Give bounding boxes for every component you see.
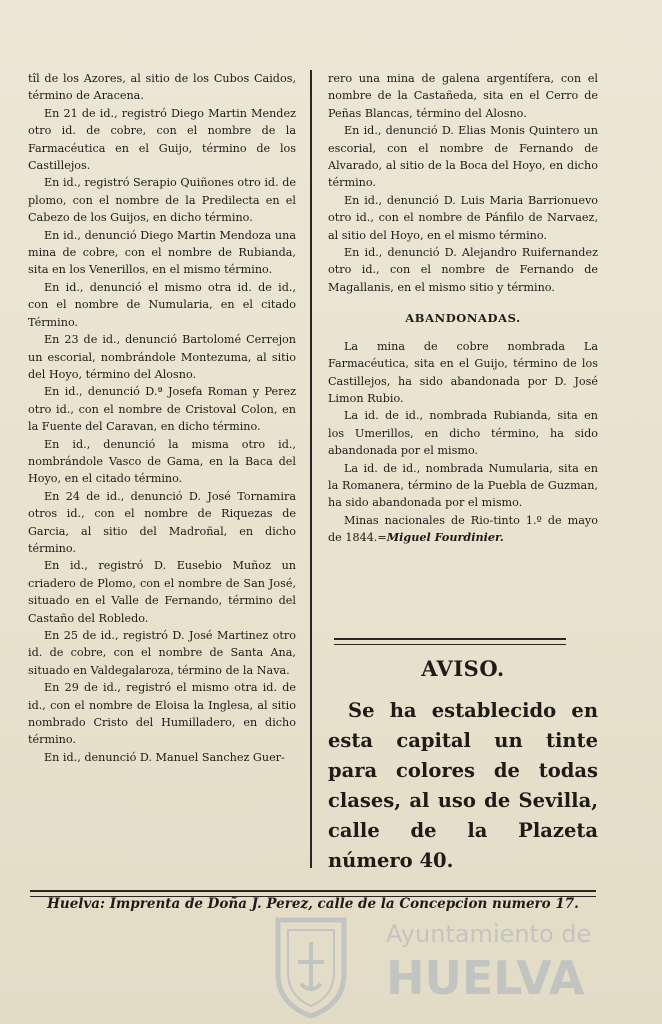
left-column-paragraph: En 24 de id., denunció D. José Tornamira otros id., con el nombre de Riquezas de Garcia, al sitio del Madroñal, en dicho término.	[28, 489, 296, 555]
abandonadas-list	[328, 338, 598, 512]
watermark-line2: HUELVA	[386, 951, 585, 1005]
watermark	[258, 912, 638, 1020]
left-column-paragraph: tîl de los Azores, al sitio de los Cubos Caidos, término de Aracena.	[28, 72, 296, 103]
watermark-line1: Ayuntamiento de	[386, 920, 592, 948]
abandonadas-paragraph: La mina de cobre nombrada La Farmacéutica, sita en el Guijo, término de los Castillejos, ha sido abandonada por D. José Limon Rubio.	[328, 339, 598, 405]
right-column-paragraph: En id., denunció D. Alejandro Ruifernandez otro id., con el nombre de Fernando de Magallanis, en el mismo sitio y término.	[328, 246, 598, 294]
signature: Miguel Fourdinier.	[386, 530, 504, 545]
left-column-paragraph: En id., registró Serapio Quiñones otro id. de plomo, con el nombre de la Predilecta en el Cabezo de los Guijos, en dicho término.	[28, 176, 296, 225]
right-column-entries	[328, 70, 598, 296]
left-column-paragraph: En 25 de id., registró D. José Martinez otro id. de cobre, con el nombre de Santa Ana, situado en Valdegalaroza, término de la Nava.	[28, 629, 296, 677]
aviso-text: Se ha establecido en esta capital un tinte para colores de todas clases, al uso de Sevilla, calle de la Plazeta número 40.	[328, 699, 598, 872]
coat-of-arms-icon	[278, 920, 344, 1016]
column-divider	[310, 70, 312, 868]
right-column	[328, 70, 598, 547]
left-column-paragraph: En 29 de id., registró el mismo otra id. de id., con el nombre de Eloisa la Inglesa, al sitio nombrado Cristo del Humilladero, en dicho término.	[28, 681, 296, 747]
right-column-paragraph: En id., denunció D. Luis Maria Barrionuevo otro id., con el nombre de Pánfilo de Narvaez, al sitio del Hoyo, en el mismo término.	[328, 193, 598, 242]
left-column	[28, 70, 296, 766]
abandonadas-heading: ABANDONADAS.	[405, 311, 521, 326]
aviso-title: AVISO.	[421, 656, 505, 681]
closing-text: Minas nacionales de Rio-tinto 1.º de mayo de 1844.=	[328, 513, 598, 545]
left-column-paragraph: En id., denunció D. Manuel Sanchez Guer-	[44, 750, 285, 764]
left-column-paragraph: En id., denunció D.ª Josefa Roman y Perez otro id., con el nombre de Cristoval Colon, en la Fuente del Caravan, en dicho término.	[28, 385, 296, 434]
imprint-line: Huelva: Imprenta de Doña J. Perez, calle de la Concepcion numero 17.	[47, 896, 579, 912]
aviso-separator	[334, 638, 566, 645]
abandonadas-paragraph: La id. de id., nombrada Numularia, sita en la Romanera, término de la Puebla de Guzman, ha sido abandonada por el mismo.	[328, 461, 598, 510]
aviso-body	[328, 696, 598, 876]
left-column-paragraph: En 23 de id., denunció Bartolomé Cerrejon un escorial, nombrándole Montezuma, al sitio del Hoyo, término del Alosno.	[28, 333, 296, 381]
abandonadas-closing	[328, 512, 598, 547]
left-column-paragraph: En id., denunció la misma otro id., nombrándole Vasco de Gama, en la Baca del Hoyo, en el citado término.	[28, 437, 296, 486]
left-column-paragraph: En id., registró D. Eusebio Muñoz un criadero de Plomo, con el nombre de San José, situado en el Valle de Fernando, término del Castaño del Robledo.	[28, 559, 296, 625]
right-column-paragraph: En id., denunció D. Elias Monis Quintero un escorial, con el nombre de Fernando de Alvarado, al sitio de la Boca del Hoyo, en dicho término.	[328, 124, 598, 190]
left-column-paragraph: En 21 de id., registró Diego Martin Mendez otro id. de cobre, con el nombre de la Farmacéutica en el Guijo, término de los Castillejos.	[28, 106, 296, 173]
right-column-paragraph: rero una mina de galena argentífera, con el nombre de la Castañeda, sita en el Cerro de Peñas Blancas, término del Alosno.	[328, 72, 598, 120]
left-column-paragraph: En id., denunció el mismo otra id. de id., con el nombre de Numularia, en el citado Término.	[28, 280, 296, 329]
left-column-paragraph: En id., denunció Diego Martin Mendoza una mina de cobre, con el nombre de Rubianda, sita en los Venerillos, en el mismo término.	[28, 228, 296, 277]
abandonadas-paragraph: La id. de id., nombrada Rubianda, sita en los Umerillos, en dicho término, ha sido abandonada por el mismo.	[328, 409, 598, 458]
